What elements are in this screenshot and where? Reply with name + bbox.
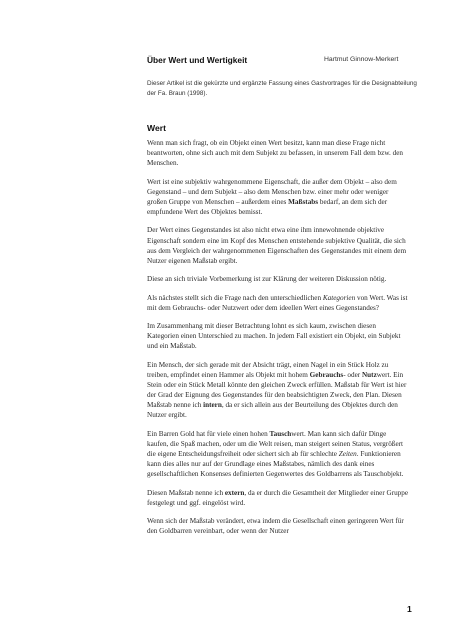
- text-run: von Wert. Was ist mit dem Gebrauchs- oder Nutzwert oder dem ideellen Wert eines Gegenstandes?: [147, 293, 408, 312]
- italic-text: Kategorien: [322, 293, 356, 302]
- body-paragraph: [147, 429, 409, 479]
- body-paragraph: [147, 321, 409, 351]
- text-run: Wenn sich der Maßstab verändert, etwa indem die Gesellschaft einen geringeren Wert für den Goldbarren vereinbart, oder wenn der Nutzer: [147, 517, 404, 536]
- body-paragraph: [147, 274, 409, 284]
- text-run: Ein Barren Gold hat für viele einen hohen: [147, 429, 270, 438]
- document-title: Über Wert und Wertigkeit: [147, 55, 248, 65]
- document-header: [147, 55, 407, 67]
- text-run: wert. Ein Stein oder ein Stück Metall könnte den gleichen Zweck erfüllen. Maßstab für Wert ist hier der Grad der Eignung des Gegenstandes für den beabsichtigten Zweck, den Plan. Diesen Maßstab nenne ich: [147, 371, 407, 410]
- body-paragraph: [147, 138, 409, 168]
- text-run: , da er sich allein aus der Beurteilung des Objektes durch den Nutzer ergibt.: [147, 401, 398, 420]
- page-number: 1: [407, 604, 412, 614]
- body-text: [147, 138, 409, 545]
- text-run: wert. Man kann sich dafür Dinge kaufen, die Spaß machen, oder um die Welt reisen, man steigert seinen Status, vergrößert die eigene Entscheidungsfreiheit oder sichert sich ab für schlechte: [147, 429, 404, 459]
- text-run: Im Zusammenhang mit dieser Betrachtung lohnt es sich kaum, zwischen diesen Kategorien einen Unterschied zu machen. In jedem Fall existiert ein Objekt, ein Subjekt und ein Maßstab.: [147, 322, 401, 351]
- body-paragraph: [147, 360, 409, 421]
- text-run: Diesen Maßstab nenne ich: [147, 488, 225, 497]
- body-paragraph: [147, 177, 409, 217]
- bold-text: Nutz: [361, 371, 377, 380]
- text-run: Als nächstes stellt sich die Frage nach den unterschiedlichen: [147, 293, 323, 302]
- section-heading: Wert: [147, 123, 166, 133]
- bold-text: Tausch: [269, 429, 292, 438]
- bold-text: Maßstabs: [288, 197, 319, 206]
- text-run: , da er durch die Gesamtheit der Mitglieder einer Gruppe festgelegt und ggf. eingelöst wird.: [147, 488, 409, 507]
- bold-text: extern: [224, 488, 245, 497]
- text-run: Diese an sich triviale Vorbemerkung ist zur Klärung der weiteren Diskussion nötig.: [147, 275, 387, 284]
- text-run: Der Wert eines Gegenstandes ist also nicht etwa eine ihm innewohnende objektive Eigenschaft sondern eine im Kopf des Menschen entstehende subjektive Qualität, die sich aus dem Vergleich der wahrgenommenen Eigenschaften des Gegenstandes mit einem dem Nutzer eigenen Maßstab ergibt.: [147, 226, 407, 265]
- intro-note: Dieser Artikel ist die gekürzte und ergänzte Fassung eines Gastvortrages für die Designabteilung der Fa. Braun (1998).: [147, 80, 417, 97]
- text-run: Wenn man sich fragt, ob ein Objekt einen Wert besitzt, kann man diese Frage nicht beantworten, ohne sich auch mit dem Subjekt zu befassen, in unserem Fall dem bzw. den Menschen.: [147, 139, 404, 168]
- text-run: Ein Mensch, der sich gerade mit der Absicht trägt, einen Nagel in ein Stück Holz zu treiben, empfindet einen Hammer als Objekt mit hohem: [147, 360, 389, 380]
- text-run: . Funktionieren kann dies alles nur auf der Grundlage eines Maßstabes, nämlich des dank eines gesellschaftlichen Konsenses definierten Gegenwertes des Goldbarrens als Tauschobjekt.: [147, 450, 404, 479]
- body-paragraph: [147, 225, 409, 265]
- bold-text: Gebrauchs: [309, 371, 344, 380]
- body-paragraph: [147, 293, 409, 313]
- body-paragraph: [147, 516, 409, 536]
- text-run: - oder: [343, 371, 362, 380]
- body-paragraph: [147, 488, 409, 508]
- text-run: bedarf, an dem sich der empfundene Wert des Objektes bemisst.: [147, 197, 388, 216]
- text-run: Wert ist eine subjektiv wahrgenommene Eigenschaft, die außer dem Objekt – also dem Gegenstand – und dem Subjekt – also dem Menschen bzw. einer mehr oder weniger großen Gruppe von Menschen – außerdem eines: [147, 177, 397, 206]
- author-name: Hartmut Ginnow-Merkert: [324, 55, 399, 63]
- bold-text: intern: [203, 401, 222, 410]
- italic-text: Zeiten: [338, 450, 357, 459]
